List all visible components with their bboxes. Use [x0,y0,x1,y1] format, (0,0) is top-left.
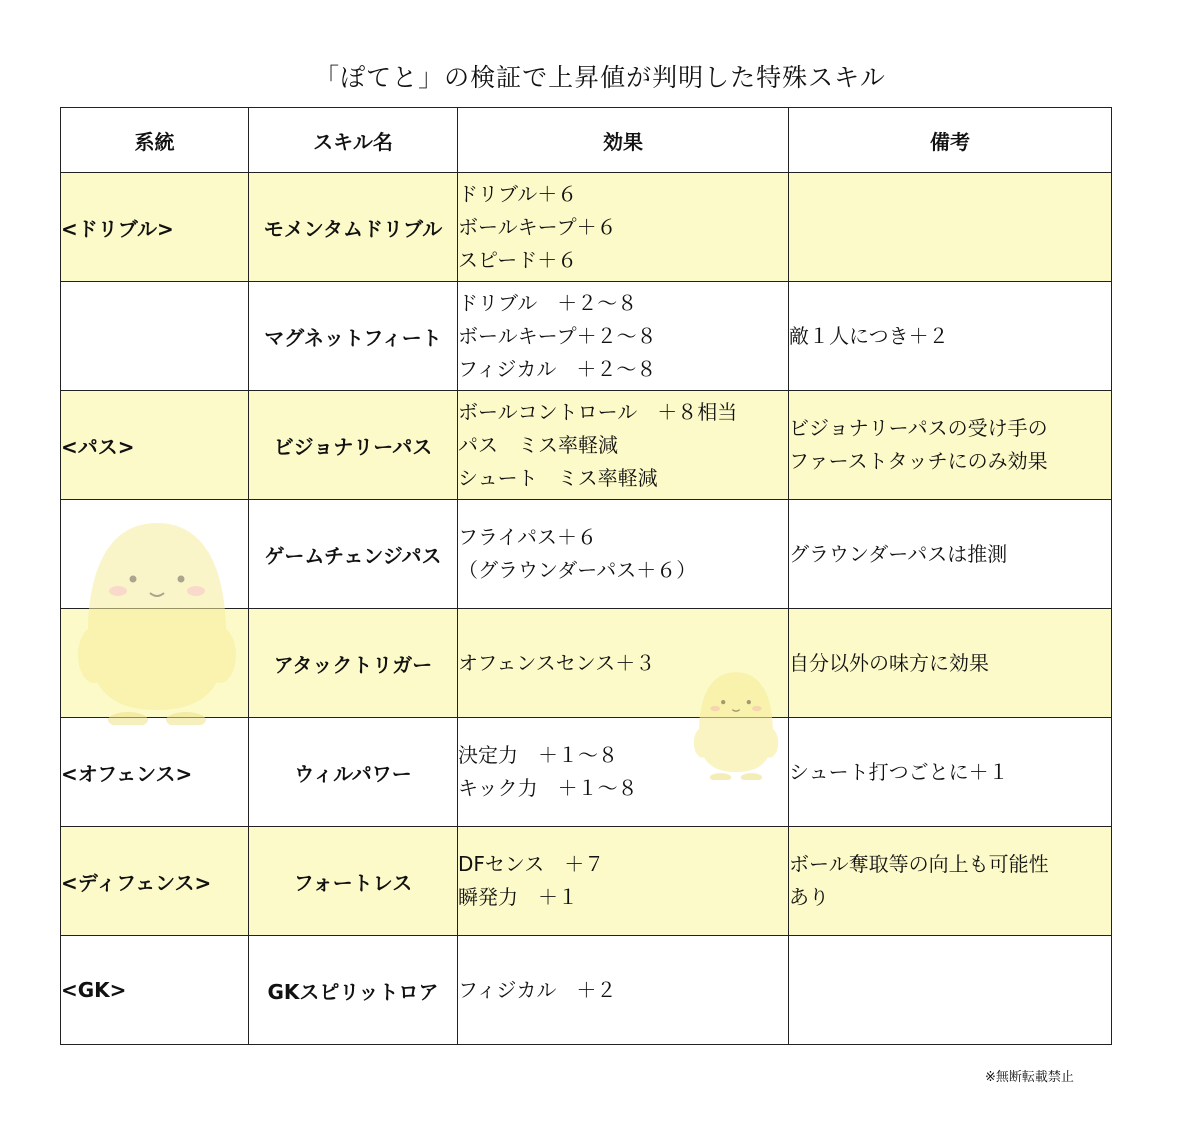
effect-line: オフェンスセンス＋３ [458,650,656,675]
note-line: グラウンダーパスは推測 [789,541,1008,566]
effect-line: スピード＋６ [458,247,578,272]
category-cell: <GK> [61,936,249,1045]
page-title: 「ぽてと」の検証で上昇値が判明した特殊スキル [314,63,886,92]
note-cell [789,936,1112,1045]
effect-cell [458,936,789,1045]
note-cell [789,173,1112,282]
effect-line: 瞬発力 ＋１ [458,885,578,909]
effect-line: 決定力 ＋１～８ [458,743,618,767]
note-line: シュート打つごとに＋１ [789,759,1009,784]
category-cell: <パス> [61,391,249,500]
note-line: ボール奪取等の向上も可能性 [789,852,1049,876]
effect-line: ボールキープ＋６ [458,214,617,239]
effect-line: ドリブル＋６ [458,181,578,206]
footer-note: ※無断転載禁止 [985,1070,1074,1085]
effect-line: キック力 ＋１～８ [458,776,638,800]
effect-line: フィジカル ＋２～８ [458,356,657,381]
header-category: 系統 [61,108,249,173]
effect-cell [458,718,789,827]
note-cell [789,282,1112,391]
table-row [61,827,1112,936]
note-cell [789,500,1112,609]
effect-line: フライパス＋６ [458,525,597,549]
effect-line: DFセンス ＋７ [458,852,605,876]
note-cell [789,827,1112,936]
skill-name-cell: フォートレス [249,827,458,936]
effect-cell [458,827,789,936]
skill-name-cell: マグネットフィート [249,282,458,391]
skill-name-cell: GKスピリットロア [249,936,458,1045]
note-cell [789,609,1112,718]
table-header-row [61,108,1112,173]
table-row [61,282,1112,391]
skill-name-cell: ウィルパワー [249,718,458,827]
effect-cell [458,391,789,500]
category-cell [61,500,249,609]
effect-line: （グラウンダーパス＋６） [458,558,697,582]
effect-line: ボールコントロール ＋８相当 [458,399,738,424]
note-cell [789,718,1112,827]
note-line: ビジョナリーパスの受け手の [789,416,1048,440]
header-note: 備考 [789,108,1112,173]
table-row [61,936,1112,1045]
category-cell: <オフェンス> [61,718,249,827]
category-cell [61,609,249,718]
effect-cell [458,500,789,609]
effect-line: パス ミス率軽減 [458,432,618,457]
table-row [61,173,1112,282]
category-cell: <ディフェンス> [61,827,249,936]
skill-name-cell: モメンタムドリブル [249,173,458,282]
skill-name-cell: ゲームチェンジパス [249,500,458,609]
skills-table [60,107,1112,1045]
note-line: 敵１人につき＋２ [789,323,949,348]
effect-cell [458,609,789,718]
table-row [61,609,1112,718]
category-cell [61,282,249,391]
note-cell [789,391,1112,500]
skill-name-cell: アタックトリガー [249,609,458,718]
category-cell: <ドリブル> [61,173,249,282]
effect-cell [458,173,789,282]
note-line: あり [789,885,829,909]
header-effect: 効果 [458,108,789,173]
table-row [61,718,1112,827]
skill-name-cell: ビジョナリーパス [249,391,458,500]
effect-line: ボールキープ＋２～８ [458,323,657,348]
note-line: ファーストタッチにのみ効果 [789,449,1048,473]
note-line: 自分以外の味方に効果 [789,650,989,675]
table-row [61,500,1112,609]
effect-line: シュート ミス率軽減 [458,465,658,490]
effect-line: ドリブル ＋２～８ [458,290,638,315]
table-row [61,391,1112,500]
effect-line: フィジカル ＋２ [458,977,617,1002]
effect-cell [458,282,789,391]
header-skill-name: スキル名 [249,108,458,173]
